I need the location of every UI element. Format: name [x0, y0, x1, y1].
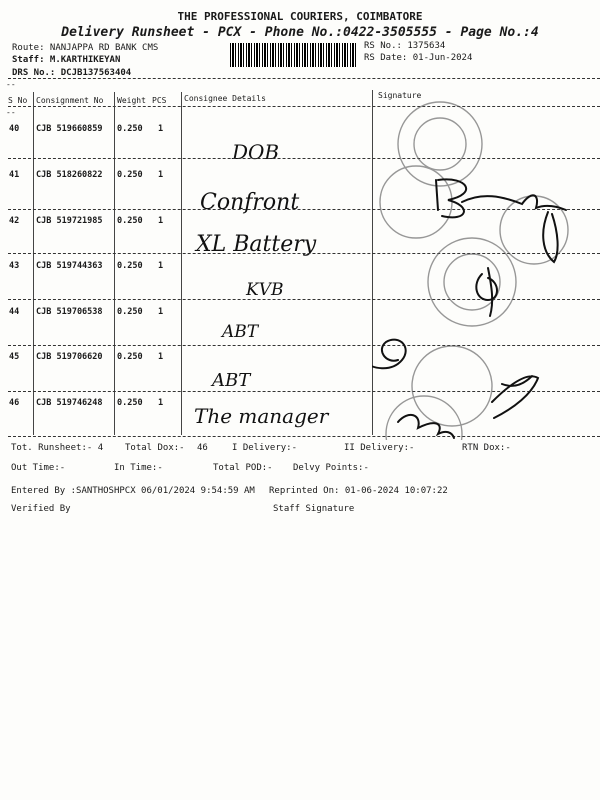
col-details: Consignee Details	[184, 94, 266, 103]
handwritten-note: KVB	[246, 280, 284, 300]
row-weight: 0.250	[117, 170, 143, 180]
row-sno: 40	[9, 124, 20, 134]
company-name: THE PROFESSIONAL COURIERS, COIMBATORE	[177, 10, 423, 23]
handwritten-note: DOB	[232, 140, 280, 164]
dash-mark: --	[6, 80, 16, 89]
row-sno: 45	[9, 352, 20, 362]
col-divider	[33, 92, 34, 435]
route-label: Route: NANJAPPA RD BANK CMS	[12, 43, 159, 53]
header-divider-top	[8, 78, 600, 79]
row-weight: 0.250	[117, 216, 143, 226]
out-time: Out Time:-	[11, 463, 66, 473]
signature-stamps	[372, 84, 600, 440]
col-consignment: Consignment No	[36, 96, 104, 105]
row-pcs: 1	[158, 307, 164, 317]
row-consignment: CJB 519721985	[36, 216, 103, 226]
row-consignment: CJB 518260822	[36, 170, 103, 180]
row-weight: 0.250	[117, 398, 143, 408]
col-divider	[181, 92, 182, 435]
drs-number: DRS No.: DCJB137563404	[12, 68, 132, 78]
handwritten-note: Confront	[200, 190, 300, 215]
row-consignment: CJB 519706538	[36, 307, 103, 317]
staff-label: Staff: M.KARTHIKEYAN	[12, 55, 121, 65]
handwritten-note: The manager	[194, 404, 329, 428]
dash-mark: --	[6, 108, 16, 117]
col-pcs: PCS	[152, 96, 167, 105]
col-divider	[114, 92, 115, 435]
row-weight: 0.250	[117, 352, 143, 362]
barcode-icon	[230, 43, 356, 67]
signature-scribble	[543, 212, 557, 262]
row-sno: 41	[9, 170, 20, 180]
in-time: In Time:-	[114, 463, 163, 473]
row-weight: 0.250	[117, 307, 143, 317]
col-signature: Signature	[378, 91, 422, 100]
total-dox-value: 46	[197, 443, 208, 453]
rs-date: RS Date: 01-Jun-2024	[364, 53, 473, 63]
row-consignment: CJB 519660859	[36, 124, 103, 134]
row-pcs: 1	[158, 124, 164, 134]
delvy-points: Delvy Points:-	[293, 463, 369, 473]
runsheet-title: Delivery Runsheet - PCX - Phone No.:0422-3505555 - Page No.:4	[61, 25, 539, 40]
signature-scribble	[492, 376, 538, 418]
total-pod: Total POD:-	[213, 463, 273, 473]
row-weight: 0.250	[117, 261, 143, 271]
total-dox-label: Total Dox:-	[125, 443, 185, 453]
bank-stamp-icon	[398, 102, 482, 186]
rtn-dox: RTN Dox:-	[462, 443, 511, 453]
col-weight: Weight	[117, 96, 146, 105]
row-consignment: CJB 519706620	[36, 352, 103, 362]
row-pcs: 1	[158, 352, 164, 362]
row-consignment: CJB 519744363	[36, 261, 103, 271]
entered-by: Entered By :SANTHOSHPCX 06/01/2024 9:54:59 AM	[11, 486, 255, 496]
row-pcs: 1	[158, 170, 164, 180]
row-pcs: 1	[158, 398, 164, 408]
row-pcs: 1	[158, 261, 164, 271]
signature-scribble	[372, 333, 406, 378]
row-consignment: CJB 519746248	[36, 398, 103, 408]
rs-number: RS No.: 1375634	[364, 41, 446, 51]
bank-stamp-icon	[428, 238, 516, 326]
handwritten-note: XL Battery	[196, 232, 317, 257]
tot-runsheet: Tot. Runsheet:- 4	[11, 443, 104, 453]
staff-signature: Staff Signature	[273, 504, 355, 514]
bank-stamp-icon	[380, 166, 452, 238]
i-delivery: I Delivery:-	[232, 443, 298, 453]
row-sno: 43	[9, 261, 20, 271]
reprinted-on: Reprinted On: 01-06-2024 10:07:22	[269, 486, 448, 496]
ii-delivery: II Delivery:-	[344, 443, 415, 453]
verified-by: Verified By	[11, 504, 71, 514]
col-sno: S No	[8, 96, 28, 105]
industries-stamp-icon	[412, 346, 492, 426]
row-weight: 0.250	[117, 124, 143, 134]
row-sno: 42	[9, 216, 20, 226]
row-pcs: 1	[158, 216, 164, 226]
row-sno: 46	[9, 398, 20, 408]
row-sno: 44	[9, 307, 20, 317]
signature-scribble	[398, 415, 454, 438]
handwritten-note: ABT	[212, 370, 251, 391]
handwritten-note: ABT	[222, 322, 259, 342]
